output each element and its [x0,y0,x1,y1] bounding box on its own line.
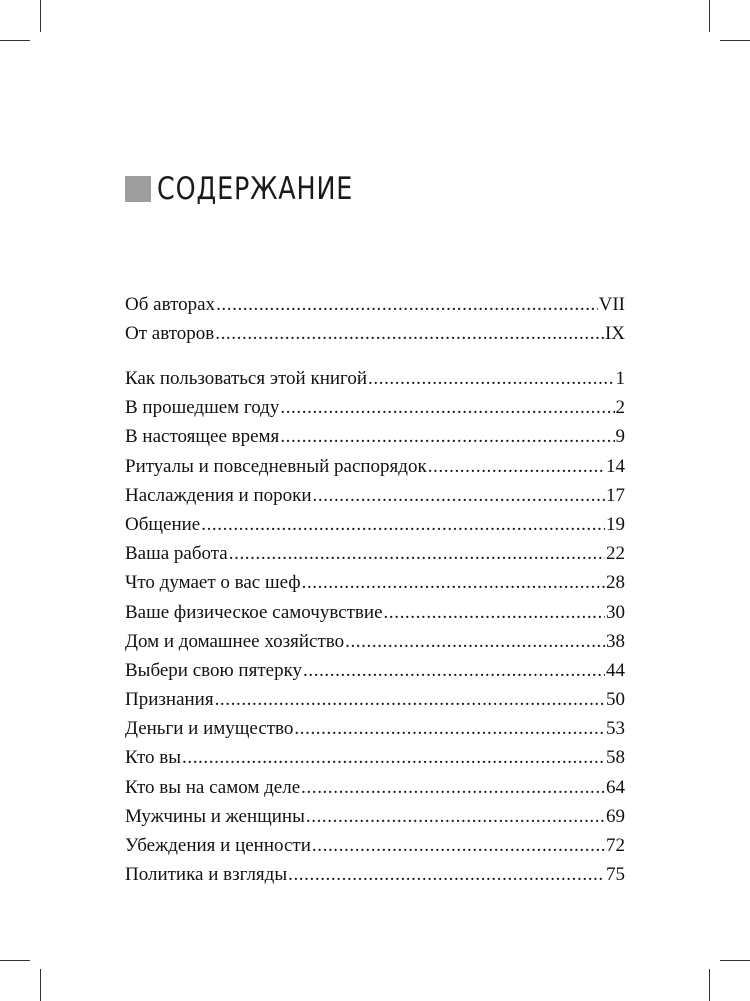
toc-entry-label: Выбери свою пятерку [125,659,303,681]
toc-entry-label: Кто вы на самом деле [125,776,301,798]
toc-entry[interactable] [125,860,625,889]
crop-mark-top-left-horizontal [0,40,30,41]
toc-entry-page: 72 [606,835,625,856]
toc-entry-page: 14 [606,455,625,477]
toc-leader-dots [428,452,605,481]
toc-entry[interactable] [125,627,625,656]
toc-entry[interactable] [125,568,625,597]
crop-mark-bottom-right-vertical [709,969,710,1001]
toc-entry-page: 69 [606,805,625,827]
toc-entry-page: 75 [606,864,625,886]
toc-entry-page: VII [598,294,625,315]
toc-leader-dots [306,802,605,831]
toc-leader-dots [215,319,604,348]
toc-entry[interactable] [125,319,625,348]
toc-entry[interactable] [125,481,625,510]
toc-leader-dots [345,627,605,656]
toc-leader-dots [312,831,605,860]
toc-entry[interactable] [125,510,625,539]
toc-entry-page: 64 [606,776,625,798]
crop-mark-top-left-vertical [40,0,41,32]
toc-entry[interactable] [125,802,625,831]
toc-leader-dots [294,714,605,743]
page-heading [125,171,396,207]
crop-mark-bottom-right-horizontal [720,960,750,961]
toc-leader-dots [229,539,605,568]
toc-entry-label: Ваша работа [125,543,228,565]
toc-leader-dots [201,510,605,539]
toc-entry[interactable] [125,685,625,714]
toc-leader-dots [301,773,605,802]
toc-entry-label: Ритуалы и повседневный распорядок [125,455,427,477]
toc-entry-label: Как пользоваться этой книгой [125,368,368,389]
toc-entry-page: 19 [606,513,625,535]
toc-entry[interactable] [125,743,625,772]
toc-leader-dots [215,685,605,714]
toc-chapters [125,364,625,889]
toc-entry[interactable] [125,364,625,393]
toc-entry-page: 2 [615,397,625,419]
toc-entry-label: Деньги и имущество [125,718,294,740]
toc-entry-label: Об авторах [125,294,216,315]
toc-entry[interactable] [125,656,625,685]
toc-leader-dots [182,743,605,772]
toc-entry-page: 28 [606,572,625,594]
toc-leader-dots [216,290,598,319]
toc-entry-label: В прошедшем году [125,397,280,419]
toc-entry-page: 44 [606,659,625,681]
toc-entry[interactable] [125,393,625,422]
toc-entry-page: 53 [606,718,625,740]
toc-entry[interactable] [125,773,625,802]
toc-leader-dots [280,393,614,422]
toc-entry-label: Наслаждения и пороки [125,484,312,506]
toc-entry-label: Общение [125,513,201,535]
toc-entry[interactable] [125,539,625,568]
toc-entry-label: От авторов [125,323,215,345]
page-title: СОДЕРЖАНИЕ [157,171,354,207]
toc-entry[interactable] [125,714,625,743]
toc-leader-dots [368,364,614,393]
toc-entry-label: Ваше физическое самочувствие [125,601,383,623]
toc-entry-page: 58 [606,747,625,769]
toc-leader-dots [280,422,614,451]
toc-leader-dots [288,860,605,889]
toc-entry[interactable] [125,422,625,451]
heading-square-icon [125,176,151,202]
toc-entry-label: Кто вы [125,747,181,769]
toc-entry-label: Мужчины и женщины [125,805,305,827]
crop-mark-bottom-left-vertical [40,969,41,1001]
toc-entry-label: В настоящее время [125,426,280,448]
toc-entry-label: Что думает о вас шеф [125,572,301,594]
toc-entry-page: 50 [606,689,625,711]
crop-mark-top-right-horizontal [720,40,750,41]
toc-entry-label: Дом и домашнее хозяйство [125,630,345,652]
toc-entry[interactable] [125,831,625,860]
toc-entry-label: Политика и взгляды [125,864,288,886]
toc-entry[interactable] [125,598,625,627]
toc-entry-page: 22 [606,543,625,565]
toc-entry-page: 1 [615,368,625,389]
toc-entry-page: 38 [606,630,625,652]
toc-entry[interactable] [125,290,625,319]
toc-leader-dots [313,481,605,510]
toc-entry-page: IX [604,323,625,345]
toc-leader-dots [303,656,605,685]
toc-entry[interactable] [125,452,625,481]
crop-mark-top-right-vertical [709,0,710,32]
toc-front-matter [125,290,625,348]
toc-entry-page: 9 [615,426,625,448]
toc-entry-label: Признания [125,689,214,711]
toc-leader-dots [384,598,605,627]
toc-entry-page: 30 [606,601,625,623]
toc-leader-dots [302,568,605,597]
toc-entry-page: 17 [606,484,625,506]
crop-mark-bottom-left-horizontal [0,960,30,961]
toc-entry-label: Убеждения и ценности [125,835,311,856]
